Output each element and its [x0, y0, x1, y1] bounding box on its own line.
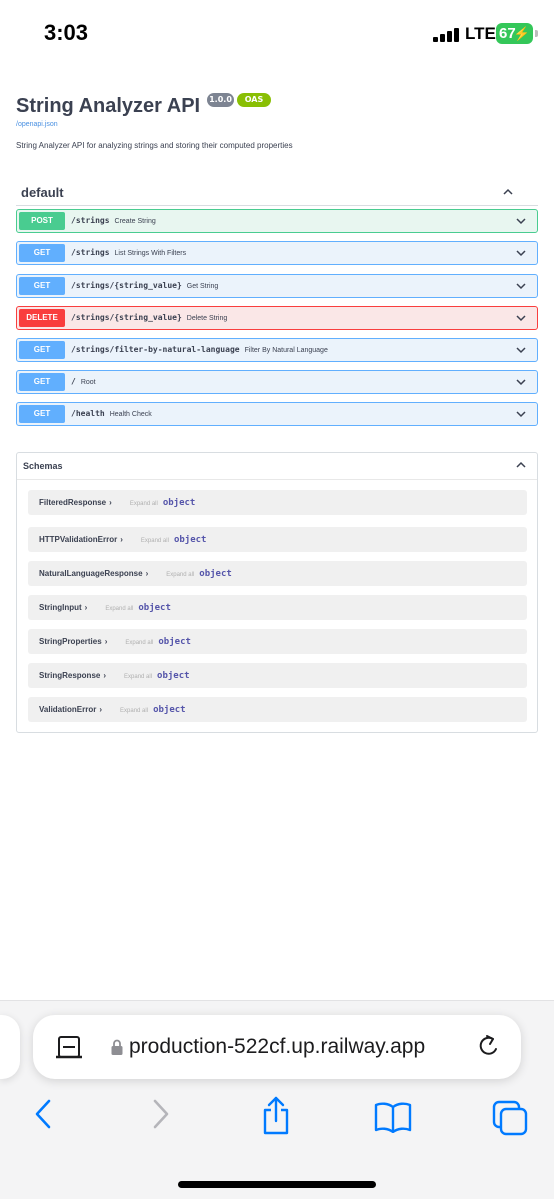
- expand-all-button[interactable]: Expand all: [105, 606, 134, 612]
- lock-icon: [111, 1039, 123, 1060]
- chevron-down-icon[interactable]: [513, 278, 529, 294]
- divider: [17, 479, 537, 480]
- operation-summary: Health Check: [109, 411, 152, 418]
- api-title: String Analyzer API: [16, 95, 201, 117]
- operation-path: /: [71, 377, 76, 386]
- battery-icon: [496, 23, 533, 44]
- chevron-down-icon[interactable]: [513, 245, 529, 261]
- chevron-down-icon[interactable]: [513, 406, 529, 422]
- operation-summary: Get String: [186, 283, 219, 290]
- chevron-down-icon[interactable]: [513, 310, 529, 326]
- operation-get-health[interactable]: [16, 402, 538, 426]
- battery-cap: [535, 30, 538, 37]
- schema-name[interactable]: StringResponse: [39, 671, 101, 680]
- schema-item-filtered-response[interactable]: [28, 490, 527, 515]
- schema-name[interactable]: HTTPValidationError: [39, 535, 118, 544]
- method-badge: GET: [19, 244, 65, 262]
- schema-toggle[interactable]: ›: [104, 637, 108, 646]
- schema-item-validation-error[interactable]: [28, 697, 527, 722]
- chevron-up-icon[interactable]: [513, 457, 529, 473]
- schema-item-string-properties[interactable]: [28, 629, 527, 654]
- schema-type: object: [157, 671, 190, 681]
- tabs-icon[interactable]: [492, 1100, 528, 1141]
- schema-toggle[interactable]: ›: [109, 498, 112, 507]
- schema-type: object: [162, 498, 196, 508]
- reload-icon[interactable]: [476, 1033, 502, 1066]
- schemas-section: [16, 452, 538, 733]
- schema-type: object: [153, 705, 186, 715]
- method-badge: GET: [19, 373, 65, 391]
- chevron-up-icon[interactable]: [500, 184, 516, 200]
- forward-icon[interactable]: [150, 1098, 172, 1135]
- operation-path: /strings/{string_value}: [71, 281, 182, 290]
- url-text[interactable]: production-522cf.up.railway.app: [129, 1035, 426, 1058]
- previous-tab-peek[interactable]: [0, 1015, 20, 1079]
- battery-level: 67: [499, 25, 516, 42]
- operation-path: /strings: [71, 248, 110, 257]
- operation-delete-string-value[interactable]: [16, 306, 538, 330]
- operation-summary: Filter By Natural Language: [244, 347, 328, 354]
- schema-item-string-response[interactable]: [28, 663, 527, 688]
- expand-all-button[interactable]: Expand all: [140, 538, 169, 544]
- schema-type: object: [138, 603, 171, 613]
- schema-name[interactable]: StringInput: [39, 603, 82, 612]
- method-badge: GET: [19, 341, 65, 359]
- address-bar[interactable]: [33, 1015, 521, 1079]
- status-bar: [0, 0, 554, 70]
- schema-toggle[interactable]: ›: [145, 569, 149, 578]
- operation-summary: List Strings With Filters: [114, 250, 187, 257]
- schema-toggle[interactable]: ›: [84, 603, 88, 612]
- schema-item-string-input[interactable]: [28, 595, 527, 620]
- bookmarks-icon[interactable]: [374, 1101, 412, 1138]
- chevron-down-icon[interactable]: [513, 213, 529, 229]
- schemas-title[interactable]: Schemas: [23, 461, 63, 471]
- version-badge: 1.0.0: [207, 93, 234, 107]
- api-description: String Analyzer API for analyzing strings and storing their computed properties: [16, 141, 293, 150]
- schema-type: object: [173, 535, 207, 545]
- openapi-spec-link[interactable]: /openapi.json: [16, 121, 58, 128]
- expand-all-button[interactable]: Expand all: [125, 640, 154, 646]
- share-icon[interactable]: [260, 1095, 292, 1140]
- schema-item-http-validation-error[interactable]: [28, 527, 527, 552]
- operation-path: /strings/{string_value}: [71, 313, 182, 322]
- operation-path: /health: [71, 409, 105, 418]
- back-icon[interactable]: [32, 1098, 54, 1135]
- method-badge: POST: [19, 212, 65, 230]
- operation-summary: Delete String: [186, 315, 228, 322]
- schema-type: object: [158, 637, 191, 647]
- schema-name[interactable]: ValidationError: [39, 705, 97, 714]
- tag-section-default[interactable]: [16, 180, 538, 206]
- tag-name: default: [21, 185, 64, 200]
- signal-icon: [433, 28, 459, 42]
- expand-all-button[interactable]: Expand all: [129, 501, 158, 507]
- method-badge: DELETE: [19, 309, 65, 327]
- oas-badge: OAS 3.1: [237, 93, 271, 107]
- operation-get-string-value[interactable]: [16, 274, 538, 298]
- schema-toggle[interactable]: ›: [103, 671, 107, 680]
- expand-all-button[interactable]: Expand all: [166, 572, 195, 578]
- expand-all-button[interactable]: Expand all: [124, 674, 153, 680]
- schema-item-natural-language-response[interactable]: [28, 561, 527, 586]
- operation-get-root[interactable]: [16, 370, 538, 394]
- schema-name[interactable]: FilteredResponse: [39, 498, 107, 507]
- schema-toggle[interactable]: ›: [99, 705, 103, 714]
- chevron-down-icon[interactable]: [513, 374, 529, 390]
- operation-path: /strings: [71, 216, 110, 225]
- schema-type: object: [199, 569, 232, 579]
- charging-bolt-icon: ⚡: [513, 26, 530, 41]
- method-badge: GET: [19, 277, 65, 295]
- operation-summary: Root: [80, 379, 96, 386]
- browser-toolbar: [0, 1000, 554, 1199]
- operation-get-strings[interactable]: [16, 241, 538, 265]
- operation-post-strings[interactable]: [16, 209, 538, 233]
- schema-name[interactable]: NaturalLanguageResponse: [39, 569, 143, 578]
- schema-toggle[interactable]: ›: [120, 535, 123, 544]
- operation-path: /strings/filter-by-natural-language: [71, 345, 240, 354]
- home-indicator: [178, 1181, 376, 1188]
- operation-summary: Create String: [114, 218, 156, 225]
- schema-name[interactable]: StringProperties: [39, 637, 102, 646]
- expand-all-button[interactable]: Expand all: [120, 708, 149, 714]
- page-menu-icon[interactable]: [56, 1035, 82, 1064]
- carrier-label: LTE: [465, 24, 496, 43]
- operation-get-filter-natural-language[interactable]: [16, 338, 538, 362]
- status-time: 3:03: [44, 20, 89, 45]
- chevron-down-icon[interactable]: [513, 342, 529, 358]
- method-badge: GET: [19, 405, 65, 423]
